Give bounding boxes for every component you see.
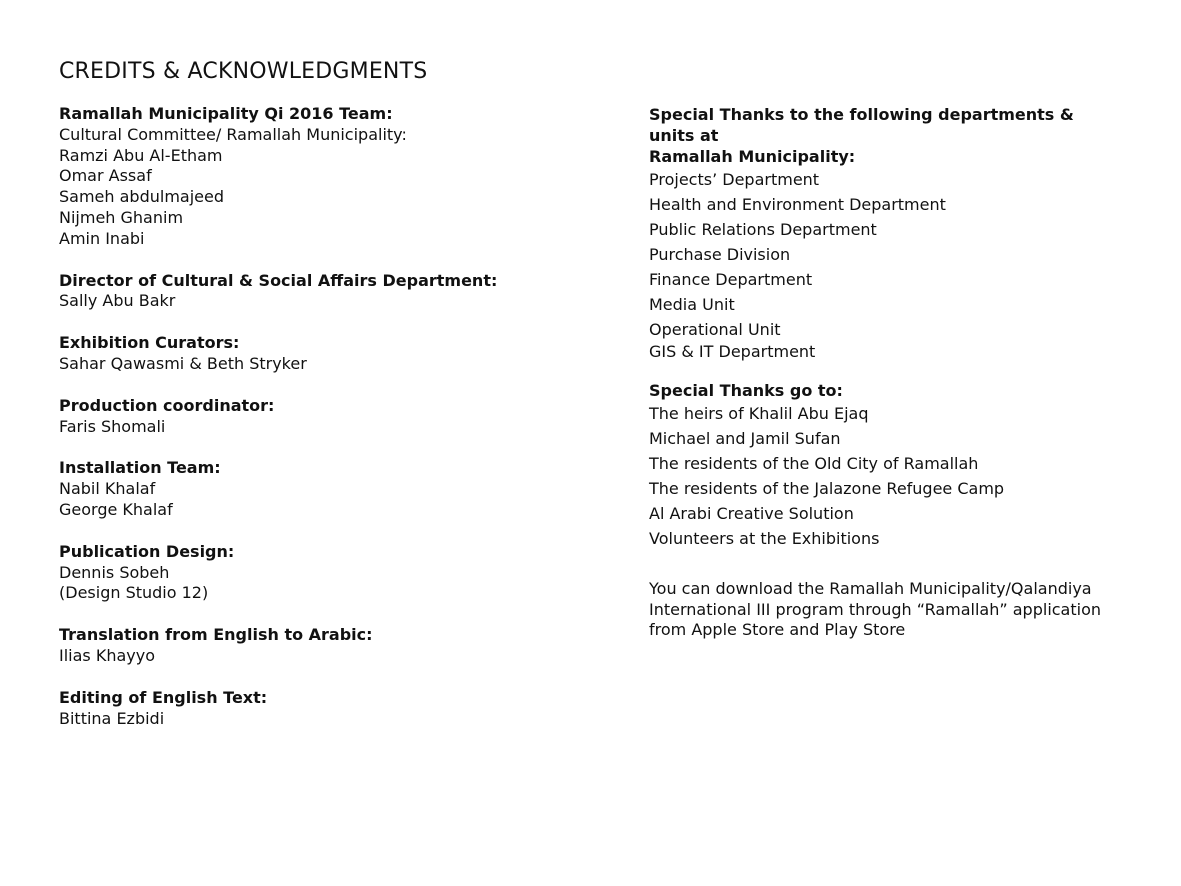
- credit-block-curators: [59, 333, 579, 375]
- credit-line: Bittina Ezbidi: [59, 708, 165, 728]
- thanks-item: Volunteers at the Exhibitions: [649, 528, 880, 548]
- department-item: Projects’ Department: [649, 170, 820, 189]
- department-item: Operational Unit: [649, 320, 781, 339]
- credit-heading: Director of Cultural & Social Affairs Department:: [59, 270, 498, 290]
- department-item: Purchase Division: [649, 245, 791, 264]
- credit-block-team: [59, 104, 579, 250]
- thanks-item: The residents of the Old City of Ramallah: [649, 453, 979, 473]
- credit-heading: Installation Team:: [59, 458, 221, 478]
- thanks-departments-block: [649, 104, 1119, 363]
- credit-heading: Production coordinator:: [59, 395, 275, 415]
- credit-line: Faris Shomali: [59, 416, 166, 436]
- credit-block-production: [59, 396, 579, 438]
- credit-block-director: [59, 271, 579, 313]
- credit-heading: Translation from English to Arabic:: [59, 625, 373, 645]
- department-item: Health and Environment Department: [649, 195, 946, 214]
- download-note: [649, 579, 1119, 641]
- download-note-line: from Apple Store and Play Store: [649, 620, 906, 640]
- special-thanks-heading: Special Thanks go to:: [649, 380, 843, 400]
- credit-line: Amin Inabi: [59, 228, 145, 248]
- thanks-heading: Special Thanks to the following departments & units at: [649, 105, 1074, 145]
- credit-block-installation: [59, 458, 579, 520]
- credit-line: George Khalaf: [59, 499, 173, 519]
- department-item: GIS & IT Department: [649, 342, 816, 361]
- credit-block-publication: [59, 542, 579, 604]
- credits-right-column: [649, 104, 1119, 641]
- department-item: Public Relations Department: [649, 220, 877, 239]
- credit-heading: Ramallah Municipality Qi 2016 Team:: [59, 104, 393, 123]
- download-note-line: You can download the Ramallah Municipality/Qalandiya: [649, 578, 1092, 598]
- credit-line: (Design Studio 12): [59, 583, 209, 603]
- special-thanks-block: [649, 380, 1119, 551]
- credit-line: Ramzi Abu Al-Etham: [59, 145, 223, 165]
- thanks-heading: Ramallah Municipality:: [649, 147, 856, 166]
- page-title: CREDITS & ACKNOWLEDGMENTS: [59, 59, 428, 84]
- credit-block-translation: [59, 625, 579, 667]
- credits-left-column: [59, 104, 579, 750]
- credit-line: Sahar Qawasmi & Beth Stryker: [59, 353, 307, 373]
- thanks-item: Michael and Jamil Sufan: [649, 428, 841, 448]
- thanks-item: Al Arabi Creative Solution: [649, 503, 854, 523]
- credit-block-editing: [59, 688, 579, 730]
- download-note-line: International III program through “Ramallah” application: [649, 599, 1102, 619]
- credit-heading: Editing of English Text:: [59, 687, 268, 707]
- credit-heading: Exhibition Curators:: [59, 333, 240, 353]
- credit-line: Nijmeh Ghanim: [59, 207, 184, 227]
- credit-line: Omar Assaf: [59, 166, 152, 186]
- credit-line: Cultural Committee/ Ramallah Municipality:: [59, 124, 407, 144]
- thanks-item: The heirs of Khalil Abu Ejaq: [649, 403, 869, 423]
- credit-heading: Publication Design:: [59, 541, 235, 561]
- credit-line: Sally Abu Bakr: [59, 291, 176, 311]
- credit-line: Sameh abdulmajeed: [59, 187, 224, 207]
- thanks-item: The residents of the Jalazone Refugee Camp: [649, 478, 1005, 498]
- credit-line: Nabil Khalaf: [59, 479, 156, 499]
- department-item: Media Unit: [649, 295, 735, 314]
- credit-line: Ilias Khayyo: [59, 645, 155, 665]
- department-item: Finance Department: [649, 270, 813, 289]
- credit-line: Dennis Sobeh: [59, 562, 170, 582]
